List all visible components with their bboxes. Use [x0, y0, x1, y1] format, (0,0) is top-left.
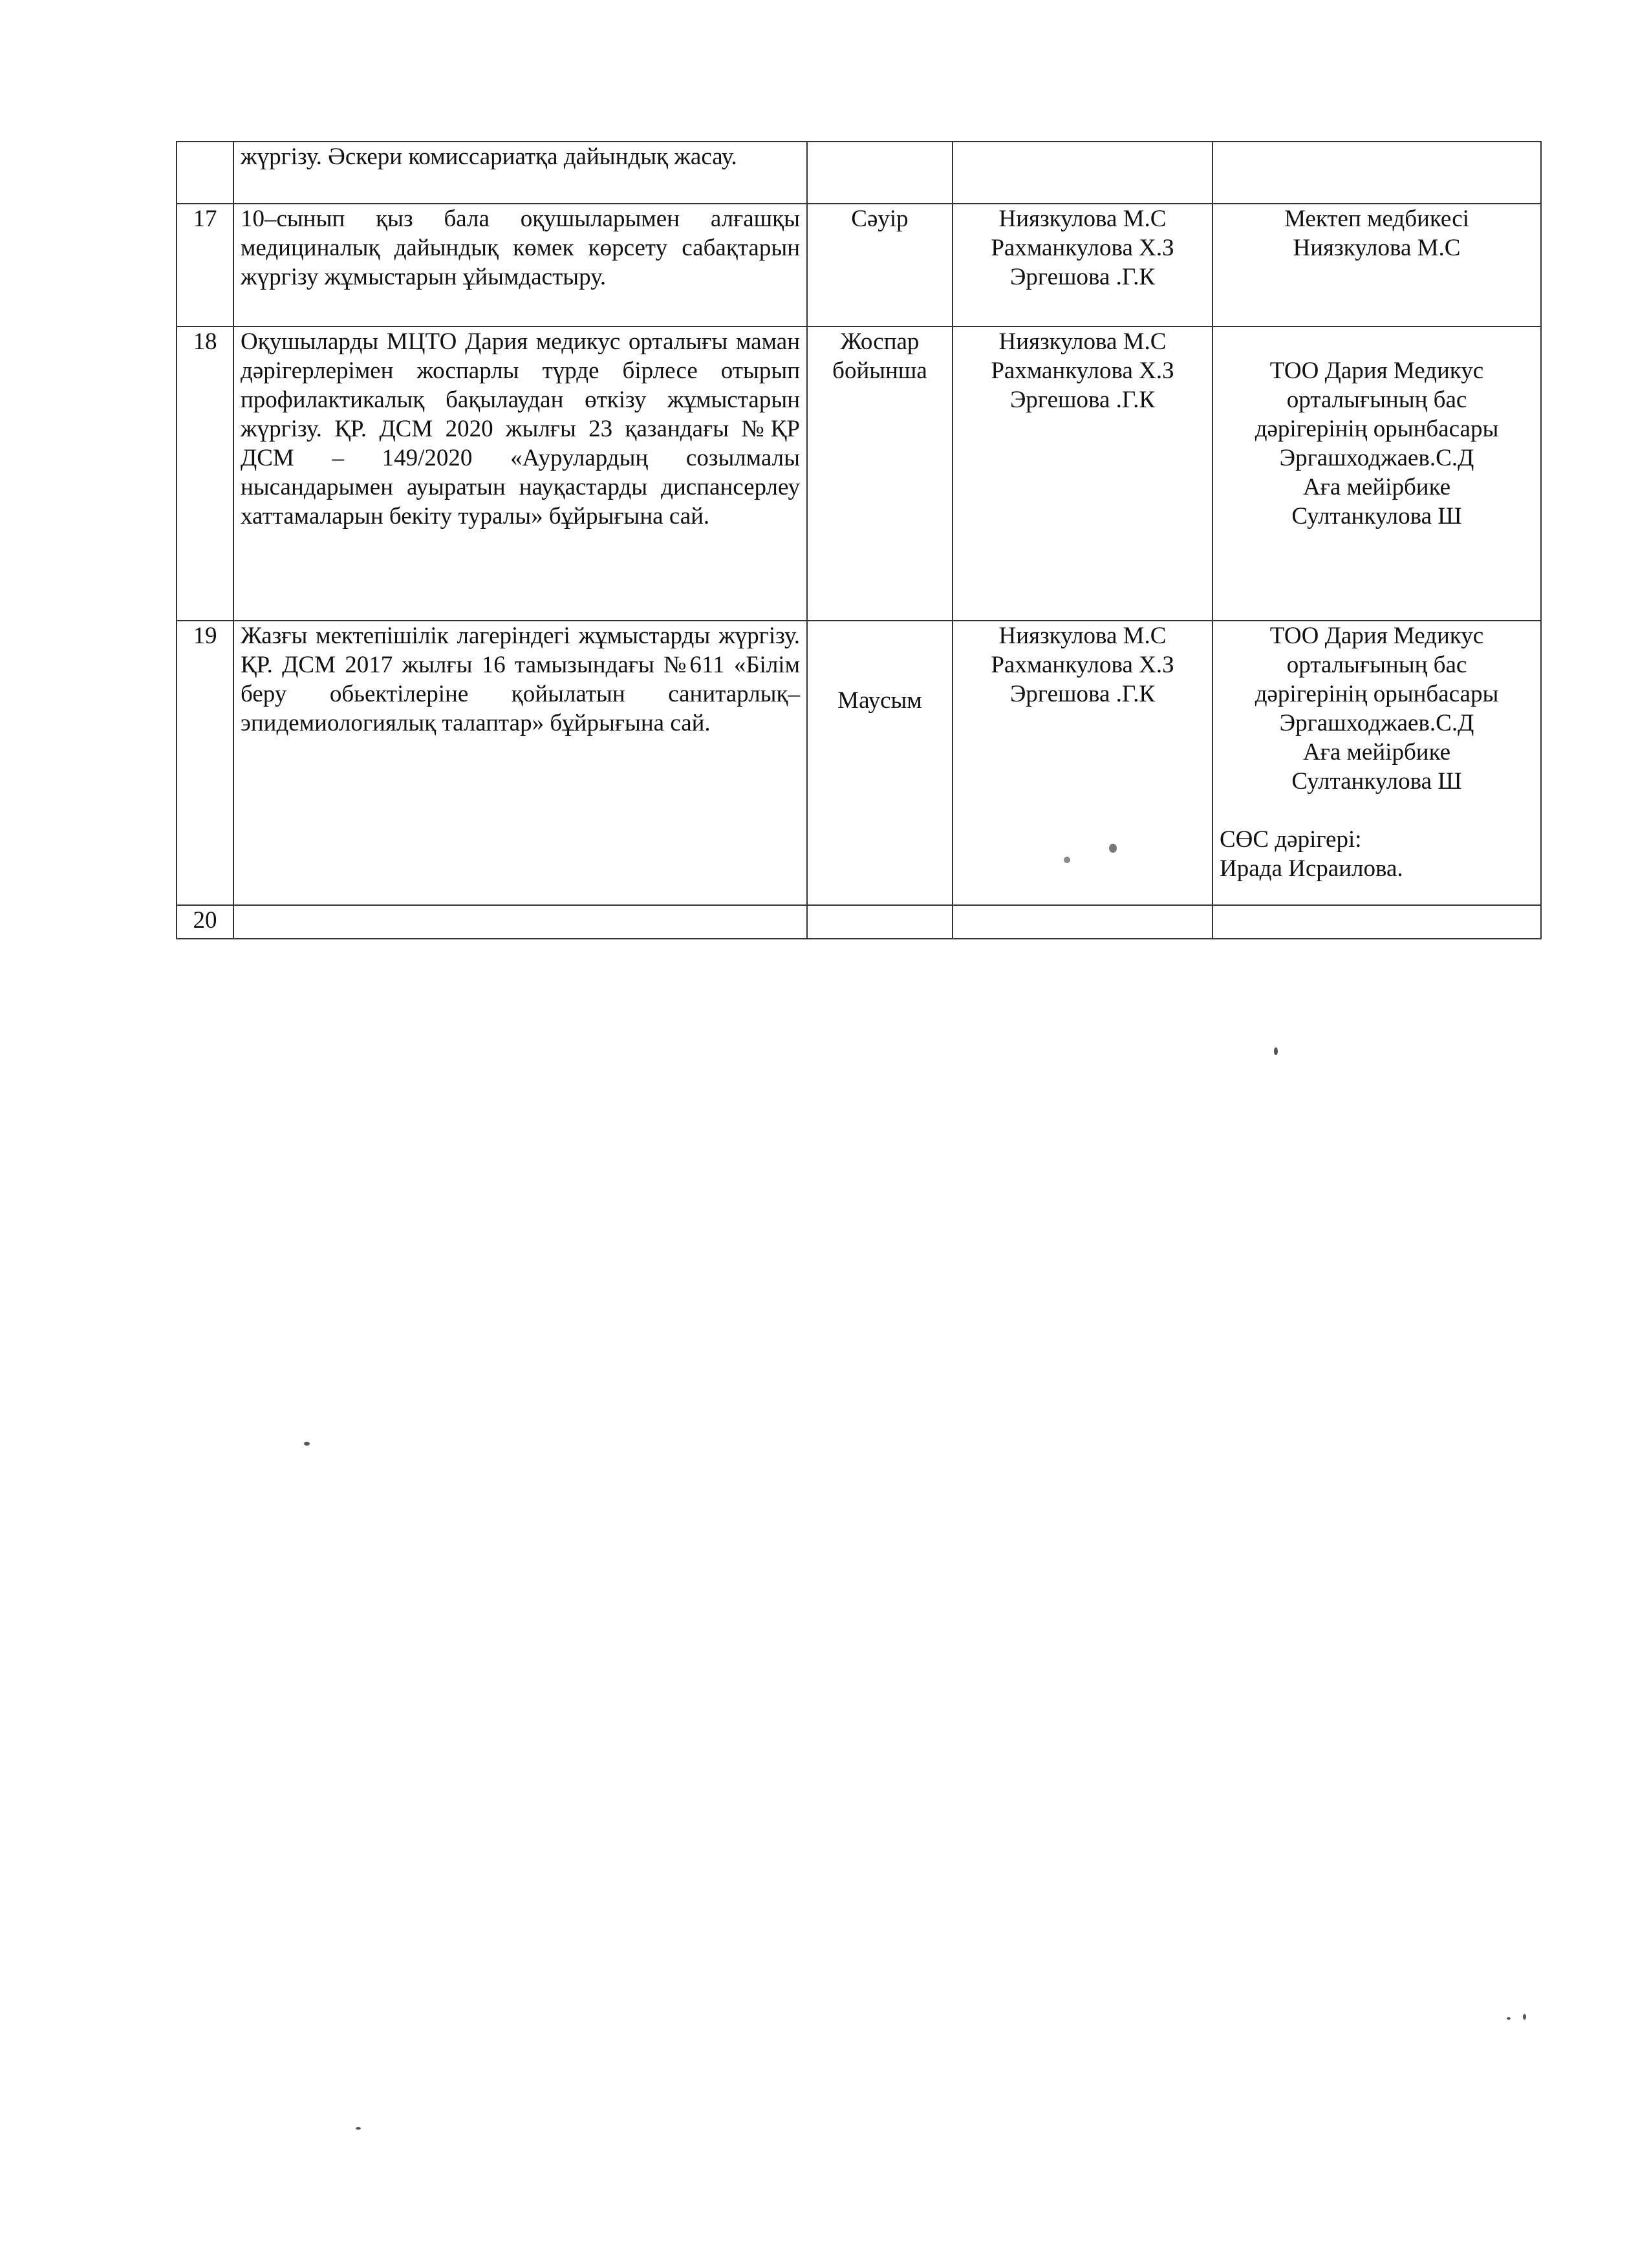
table-row — [177, 204, 1541, 326]
responsible-cell — [953, 326, 1212, 621]
scan-speck — [1523, 2014, 1526, 2020]
controller-line: дәрігерінің орынбасары — [1255, 681, 1499, 707]
responsible-name: Ниязкулова М.С — [998, 328, 1167, 355]
controller-cell — [1212, 621, 1541, 905]
controller-extra-line: Ирада Исраилова. — [1220, 855, 1403, 882]
controller-cell — [1212, 204, 1541, 326]
controller-line: Эргашходжаев.С.Д — [1279, 710, 1474, 736]
spacer — [1220, 796, 1534, 825]
responsible-name: Рахманкулова Х.З — [991, 652, 1174, 678]
responsible-cell — [953, 204, 1212, 326]
scan-speck — [356, 2127, 361, 2130]
responsible-name: Эргешова .Г.К — [1009, 681, 1156, 707]
controller-line: дәрігерінің орынбасары — [1255, 416, 1499, 442]
table-row — [177, 905, 1541, 939]
table-row — [177, 142, 1541, 204]
controller-line: ТОО Дария Медикус — [1269, 358, 1484, 384]
term-cell — [807, 142, 953, 204]
controller-line: Аға мейірбике — [1302, 739, 1451, 765]
row-number: 19 — [177, 621, 233, 905]
scan-speck — [1064, 857, 1070, 863]
scan-speck — [304, 1442, 310, 1446]
term-cell: Жоспар бойынша — [807, 326, 953, 621]
table-row — [177, 621, 1541, 905]
scan-speck — [1109, 844, 1117, 853]
controller-cell — [1212, 905, 1541, 939]
controller-extra-line: СӨС дәрігері: — [1220, 826, 1362, 853]
scan-speck — [1274, 1047, 1278, 1055]
controller-line: Султанкулова Ш — [1291, 768, 1462, 795]
controller-line: Эргашходжаев.С.Д — [1279, 445, 1474, 471]
responsible-name: Эргешова .Г.К — [1009, 387, 1156, 413]
row-number: 18 — [177, 326, 233, 621]
responsible-name: Рахманкулова Х.З — [991, 358, 1174, 384]
activity-cell — [233, 905, 807, 939]
controller-line: Аға мейірбике — [1302, 474, 1451, 500]
responsible-cell — [953, 905, 1212, 939]
controller-line: Мектеп медбикесі — [1284, 206, 1469, 232]
controller-cell — [1212, 142, 1541, 204]
term-cell: Сәуір — [807, 204, 953, 326]
term-cell — [807, 905, 953, 939]
controller-line: орталығының бас — [1286, 387, 1467, 413]
activity-cell: 10–сынып қыз бала оқушыларымен алғашқы медициналық дайындық көмек көрсету сабақтарын жүргізу жұмыстарын ұйымдастыру. — [233, 204, 807, 326]
controller-cell — [1212, 326, 1541, 621]
responsible-name: Ниязкулова М.С — [998, 206, 1167, 232]
row-number: 17 — [177, 204, 233, 326]
row-number: 20 — [177, 905, 233, 939]
responsible-cell — [953, 621, 1212, 905]
responsible-name: Эргешова .Г.К — [1009, 264, 1156, 290]
table-row — [177, 326, 1541, 621]
responsible-name: Ниязкулова М.С — [998, 623, 1167, 649]
activity-cell: Оқушыларды МЦТО Дария медикус орталығы маман дәрігерлерімен жоспарлы түрде бірлесе отырып профилактикалық бақылаудан өткізу жұмыстарын жүргізу. ҚР. ДСМ 2020 жылғы 23 қазандағы №ҚР ДСМ – 149/2020 «Аурулардың созылмалы нысандарымен ауыратын науқастарды диспансерлеу хаттамаларын бекіту туралы» бұйрығына сай. — [233, 326, 807, 621]
controller-line: Султанкулова Ш — [1291, 503, 1462, 530]
responsible-cell — [953, 142, 1212, 204]
plan-table — [176, 141, 1542, 939]
responsible-name: Рахманкулова Х.З — [991, 235, 1174, 261]
activity-cell: Жазғы мектепішілік лагеріндегі жұмыстарды жүргізу. ҚР. ДСМ 2017 жылғы 16 тамызындағы №611 «Білім беру обьектілеріне қойылатын санитарлық–эпидемиологиялық талаптар» бұйрығына сай. — [233, 621, 807, 905]
row-number — [177, 142, 233, 204]
scan-speck — [1507, 2017, 1511, 2020]
controller-line: орталығының бас — [1286, 652, 1467, 678]
activity-cell: жүргізу. Әскери комиссариатқа дайындық жасау. — [233, 142, 807, 204]
term-cell: Маусым — [807, 621, 953, 905]
controller-line: ТОО Дария Медикус — [1269, 623, 1484, 649]
controller-line: Ниязкулова М.С — [1293, 235, 1461, 261]
